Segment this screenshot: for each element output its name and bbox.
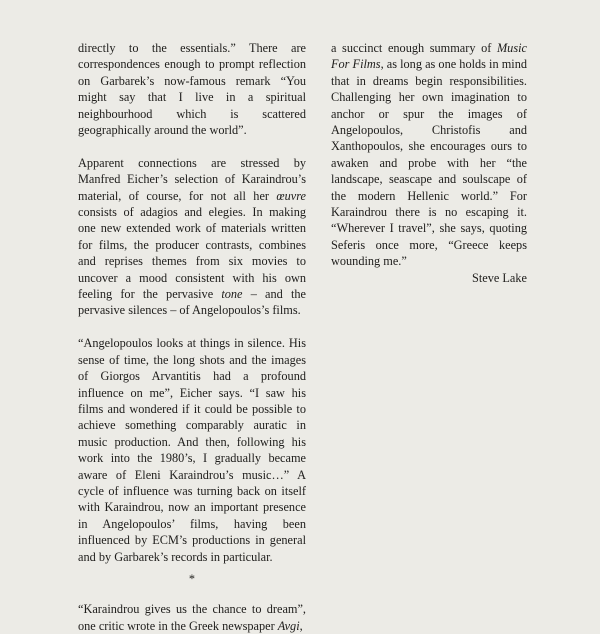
text-run: a succinct enough summary of xyxy=(331,41,497,55)
paragraph-connections xyxy=(78,155,306,319)
text-run: Apparent connections are stressed by Manfred Eicher’s selection of Karaindrou’s material, of course, for not all her xyxy=(78,155,306,203)
paragraph-essentials: directly to the essentials.” There are correspondences enough to prompt reflection on Garbarek’s now-famous remark “You might say that I live in a spiritual neighbourhood which is scattered geographically around the world”. xyxy=(78,41,306,138)
right-column xyxy=(331,40,527,286)
italic-term-tone: tone xyxy=(221,287,243,302)
italic-newspaper-name: Avgi xyxy=(277,618,300,633)
paragraph-eicher-quote: “Angelopoulos looks at things in silence. His sense of time, the long shots and the images of Giorgos Arvantitis had a profound influence on me”, Eicher says. “I saw his films and wondered if it could be possible to achieve something comparably auratic in music production. And then, following his work into the 1980’s, I gradually became aware of Eleni Karaindrou’s music…” A cycle of influence was turning back on itself with Karaindrou, now an important presence in Angelopoulos’ films, having been influenced by ECM’s productions in general and by Garbarek’s records in particular. xyxy=(78,336,306,564)
text-run: “Karaindrou gives us the chance to dream”, one critic wrote in the Greek newspaper xyxy=(78,602,306,633)
text-run: , as long as one holds in mind that in dreams begin responsibilities. Challenging her own imagination to anchor or spur the images of Angelopoulos, Christofis and Xanthopoulos, she encourages ours to awaken and probe with her “the landscape, seascape and soulscape of the modern Hellenic world.” For Karaindrou there is no escaping it. “Wherever I travel”, she says, quoting Seferis once more, “Greece keeps wounding me.” xyxy=(331,57,527,269)
text-run: consists of adagios and elegies. In making one new extended work of materials written for films, the producer contrasts, combines and reprises themes from six movies to uncover a mood consistent with his own feeling for the pervasive xyxy=(78,205,306,302)
paragraph-summary xyxy=(331,40,527,270)
section-separator: * xyxy=(188,571,196,586)
paragraph-critic xyxy=(78,601,306,634)
text-run: , xyxy=(299,618,303,633)
author-signature: Steve Lake xyxy=(472,270,527,285)
italic-album-title: Music For Films xyxy=(331,41,527,72)
text-run: – and the pervasive silences – of Angelopoulos’s films. xyxy=(78,287,306,318)
left-column xyxy=(78,40,306,634)
italic-term-oeuvre: œuvre xyxy=(276,188,306,203)
